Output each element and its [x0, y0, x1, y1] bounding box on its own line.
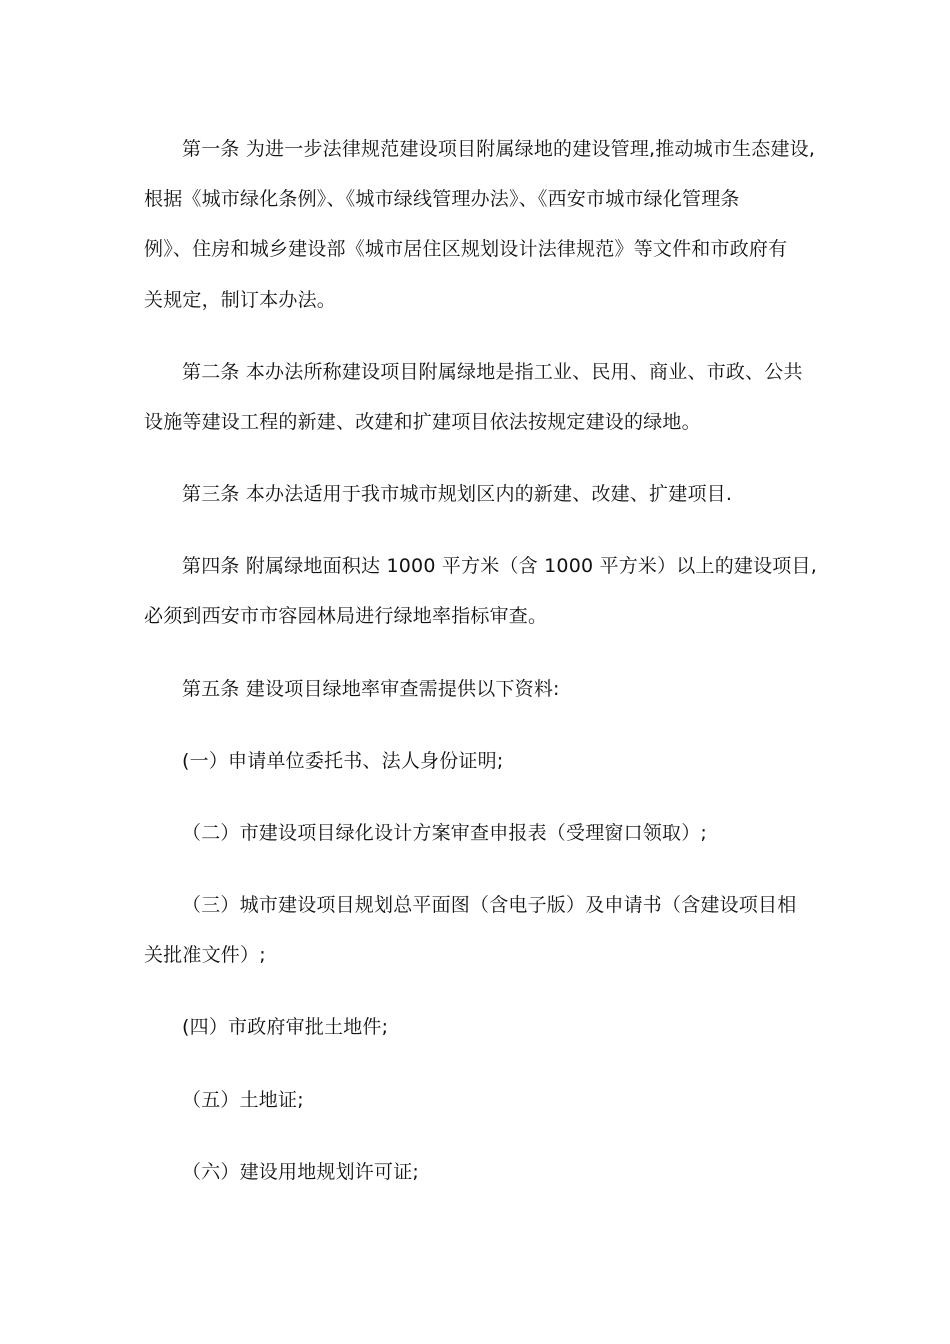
article-4-line-1: 第四条 附属绿地面积达 1000 平方米（含 1000 平方米）以上的建设项目, [182, 555, 817, 577]
list-item-2: （二）市建设项目绿化设计方案审查申报表（受理窗口领取）; [182, 822, 708, 844]
article-4-line-2: 必须到西安市市容园林局进行绿地率指标审查。 [144, 605, 548, 627]
article-5-line-1: 第五条 建设项目绿地率审查需提供以下资料: [182, 678, 560, 700]
list-item-5: （五）土地证; [182, 1089, 304, 1111]
list-item-6: （六）建设用地规划许可证; [182, 1161, 420, 1183]
list-item-3-line-2: 关批准文件）; [144, 944, 266, 966]
list-item-3-line-1: （三）城市建设项目规划总平面图（含电子版）及申请书（含建设项目相 [182, 894, 797, 916]
article-1-line-1: 第一条 为进一步法律规范建设项目附属绿地的建设管理,推动城市生态建设, [182, 138, 816, 160]
article-2-line-1: 第二条 本办法所称建设项目附属绿地是指工业、民用、商业、市政、公共 [182, 361, 803, 383]
article-1-line-3: 例》、住房和城乡建设部《城市居住区规划设计法律规范》等文件和市政府有 [144, 238, 788, 260]
article-3-line-1: 第三条 本办法适用于我市城市规划区内的新建、改建、扩建项目. [182, 483, 733, 505]
article-1-line-4: 关规定，制订本办法。 [144, 289, 337, 311]
article-1-line-2: 根据《城市绿化条例》、《城市绿线管理办法》、《西安市城市绿化管理条 [144, 188, 740, 210]
article-2-line-2: 设施等建设工程的新建、改建和扩建项目依法按规定建设的绿地。 [144, 411, 701, 433]
list-item-1: (一）申请单位委托书、法人身份证明; [182, 750, 504, 772]
list-item-4: (四）市政府审批土地件; [182, 1016, 389, 1038]
